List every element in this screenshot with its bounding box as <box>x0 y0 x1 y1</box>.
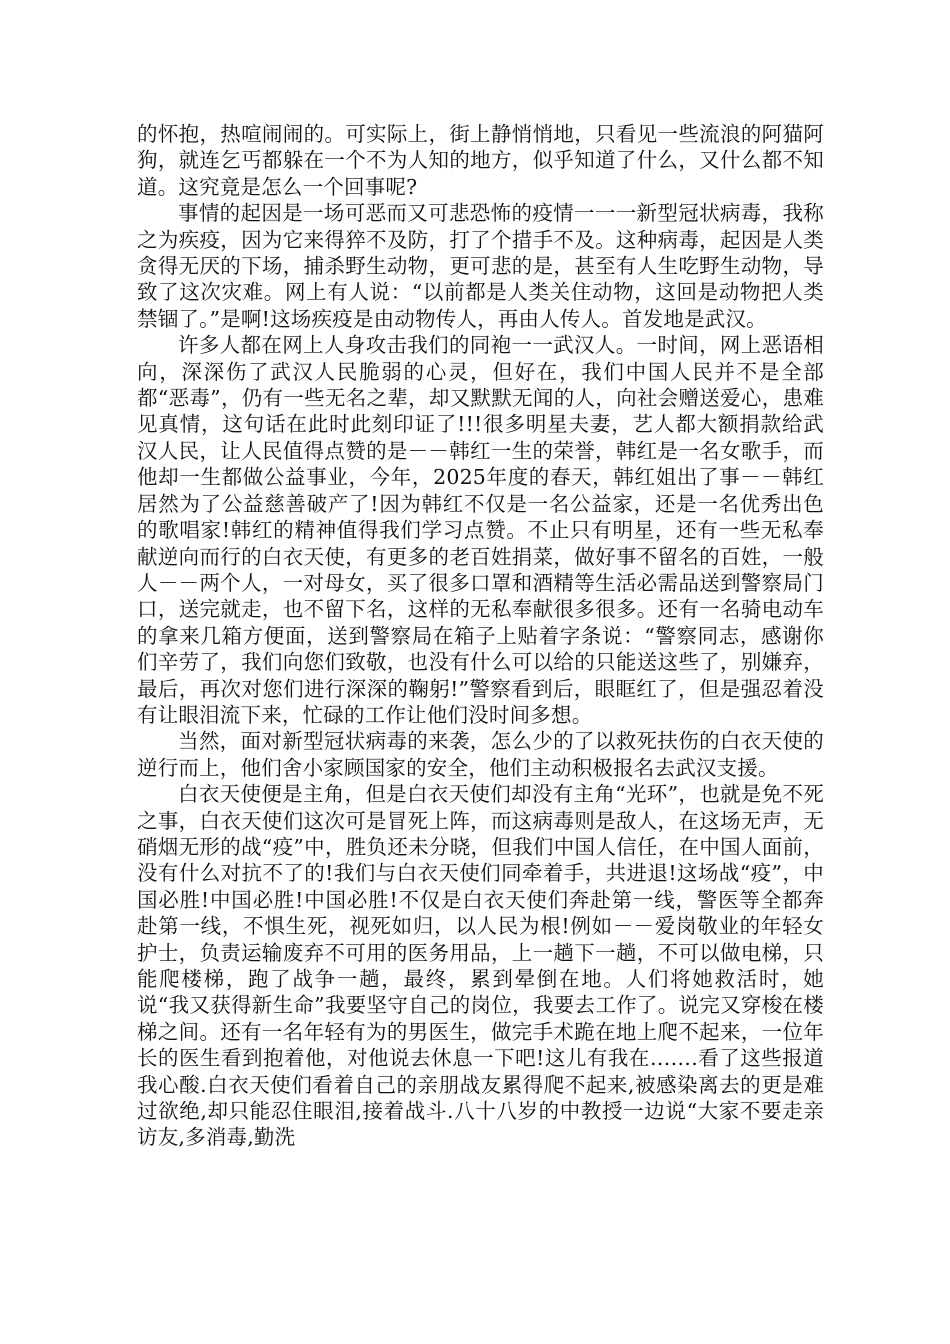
paragraph-5: 白衣天使便是主角，但是白衣天使们却没有主角“光环”，也就是免不死之事，白衣天使们这次可是冒死上阵，而这病毒则是敌人，在这场无声，无硝烟无形的战“疫”中，胜负还未分晓，但我们中国人信任，在中国人面前，没有什么对抗不了的!我们与白衣天使们同牵着手，共进退!这场战“疫”，中国必胜!中国必胜!中国必胜!不仅是白衣天使们奔赴第一线，警医等全都奔赴第一线，不惧生死，视死如归，以人民为根!例如－－爱岗敬业的年轻女护士，负责运输废弃不可用的医务用品，上一趟下一趟，不可以做电梯，只能爬楼梯，跑了战争一趟，最终，累到晕倒在地。人们将她救活时，她说“我又获得新生命”我要坚守自己的岗位，我要去工作了。说完又穿梭在楼梯之间。还有一名年轻有为的男医生，做完手术跪在地上爬不起来，一位年长的医生看到抱着他，对他说去休息一下吧!这儿有我在…….看了这些报道我心酸.白衣天使们看着自己的亲朋战友累得爬不起来,被感染离去的更是难过欲绝,却只能忍住眼泪,接着战斗.八十八岁的中教授一边说“大家不要走亲访友,多消毒,勤洗 <box>137 782 824 1150</box>
article-body <box>137 121 824 1151</box>
paragraph-2: 事情的起因是一场可恶而又可悲恐怖的疫情一一一新型冠状病毒，我称之为疾疫，因为它来得猝不及防，打了个措手不及。这种病毒，起因是人类贪得无厌的下场，捕杀野生动物，更可悲的是，甚至有人生吃野生动物，导致了这次灾难。网上有人说：“以前都是人类关住动物，这回是动物把人类禁锢了。”是啊!这场疾疫是由动物传人，再由人传人。首发地是武汉。 <box>137 201 824 331</box>
paragraph-1: 的怀抱，热喧闹闹的。可实际上，街上静悄悄地，只看见一些流浪的阿猫阿狗，就连乞丐都躲在一个不为人知的地方，似乎知道了什么，又什么都不知道。这究竟是怎么一个回事呢? <box>137 122 824 199</box>
paragraph-4: 当然，面对新型冠状病毒的来袭，怎么少的了以救死扶伤的白衣天使的逆行而上，他们舍小家顾国家的安全，他们主动积极报名去武汉支援。 <box>137 729 824 780</box>
paragraph-3: 许多人都在网上人身攻击我们的同袍一一武汉人。一时间，网上恶语相向，深深伤了武汉人民脆弱的心灵，但好在，我们中国人民并不是全部都“恶毒”，仍有一些无名之辈，却又默默无闻的人，向社会赠送爱心，患难见真情，这句话在此时此刻印证了!!!很多明星夫妻，艺人都大额捐款给武汉人民，让人民值得点赞的是－－韩红一生的荣誉，韩红是一名女歌手，而他却一生都做公益事业，今年，2025年度的春天，韩红姐出了事－－韩红居然为了公益慈善破产了!因为韩红不仅是一名公益家，还是一名优秀出色的歌唱家!韩红的精神值得我们学习点赞。不止只有明星，还有一些无私奉献逆向而行的白衣天使，有更多的老百姓捐菜，做好事不留名的百姓，一般人－－两个人，一对母女，买了很多口罩和酒精等生活必需品送到警察局门口，送完就走，也不留下名，这样的无私奉献很多很多。还有一名骑电动车的拿来几箱方便面，送到警察局在箱子上贴着字条说：“警察同志，感谢你们辛劳了，我们向您们致敬，也没有什么可以给的只能送这些了，别嫌弃，最后，再次对您们进行深深的鞠躬!”警察看到后，眼眶红了，但是强忍着没有让眼泪流下来，忙碌的工作让他们没时间多想。 <box>137 333 824 727</box>
